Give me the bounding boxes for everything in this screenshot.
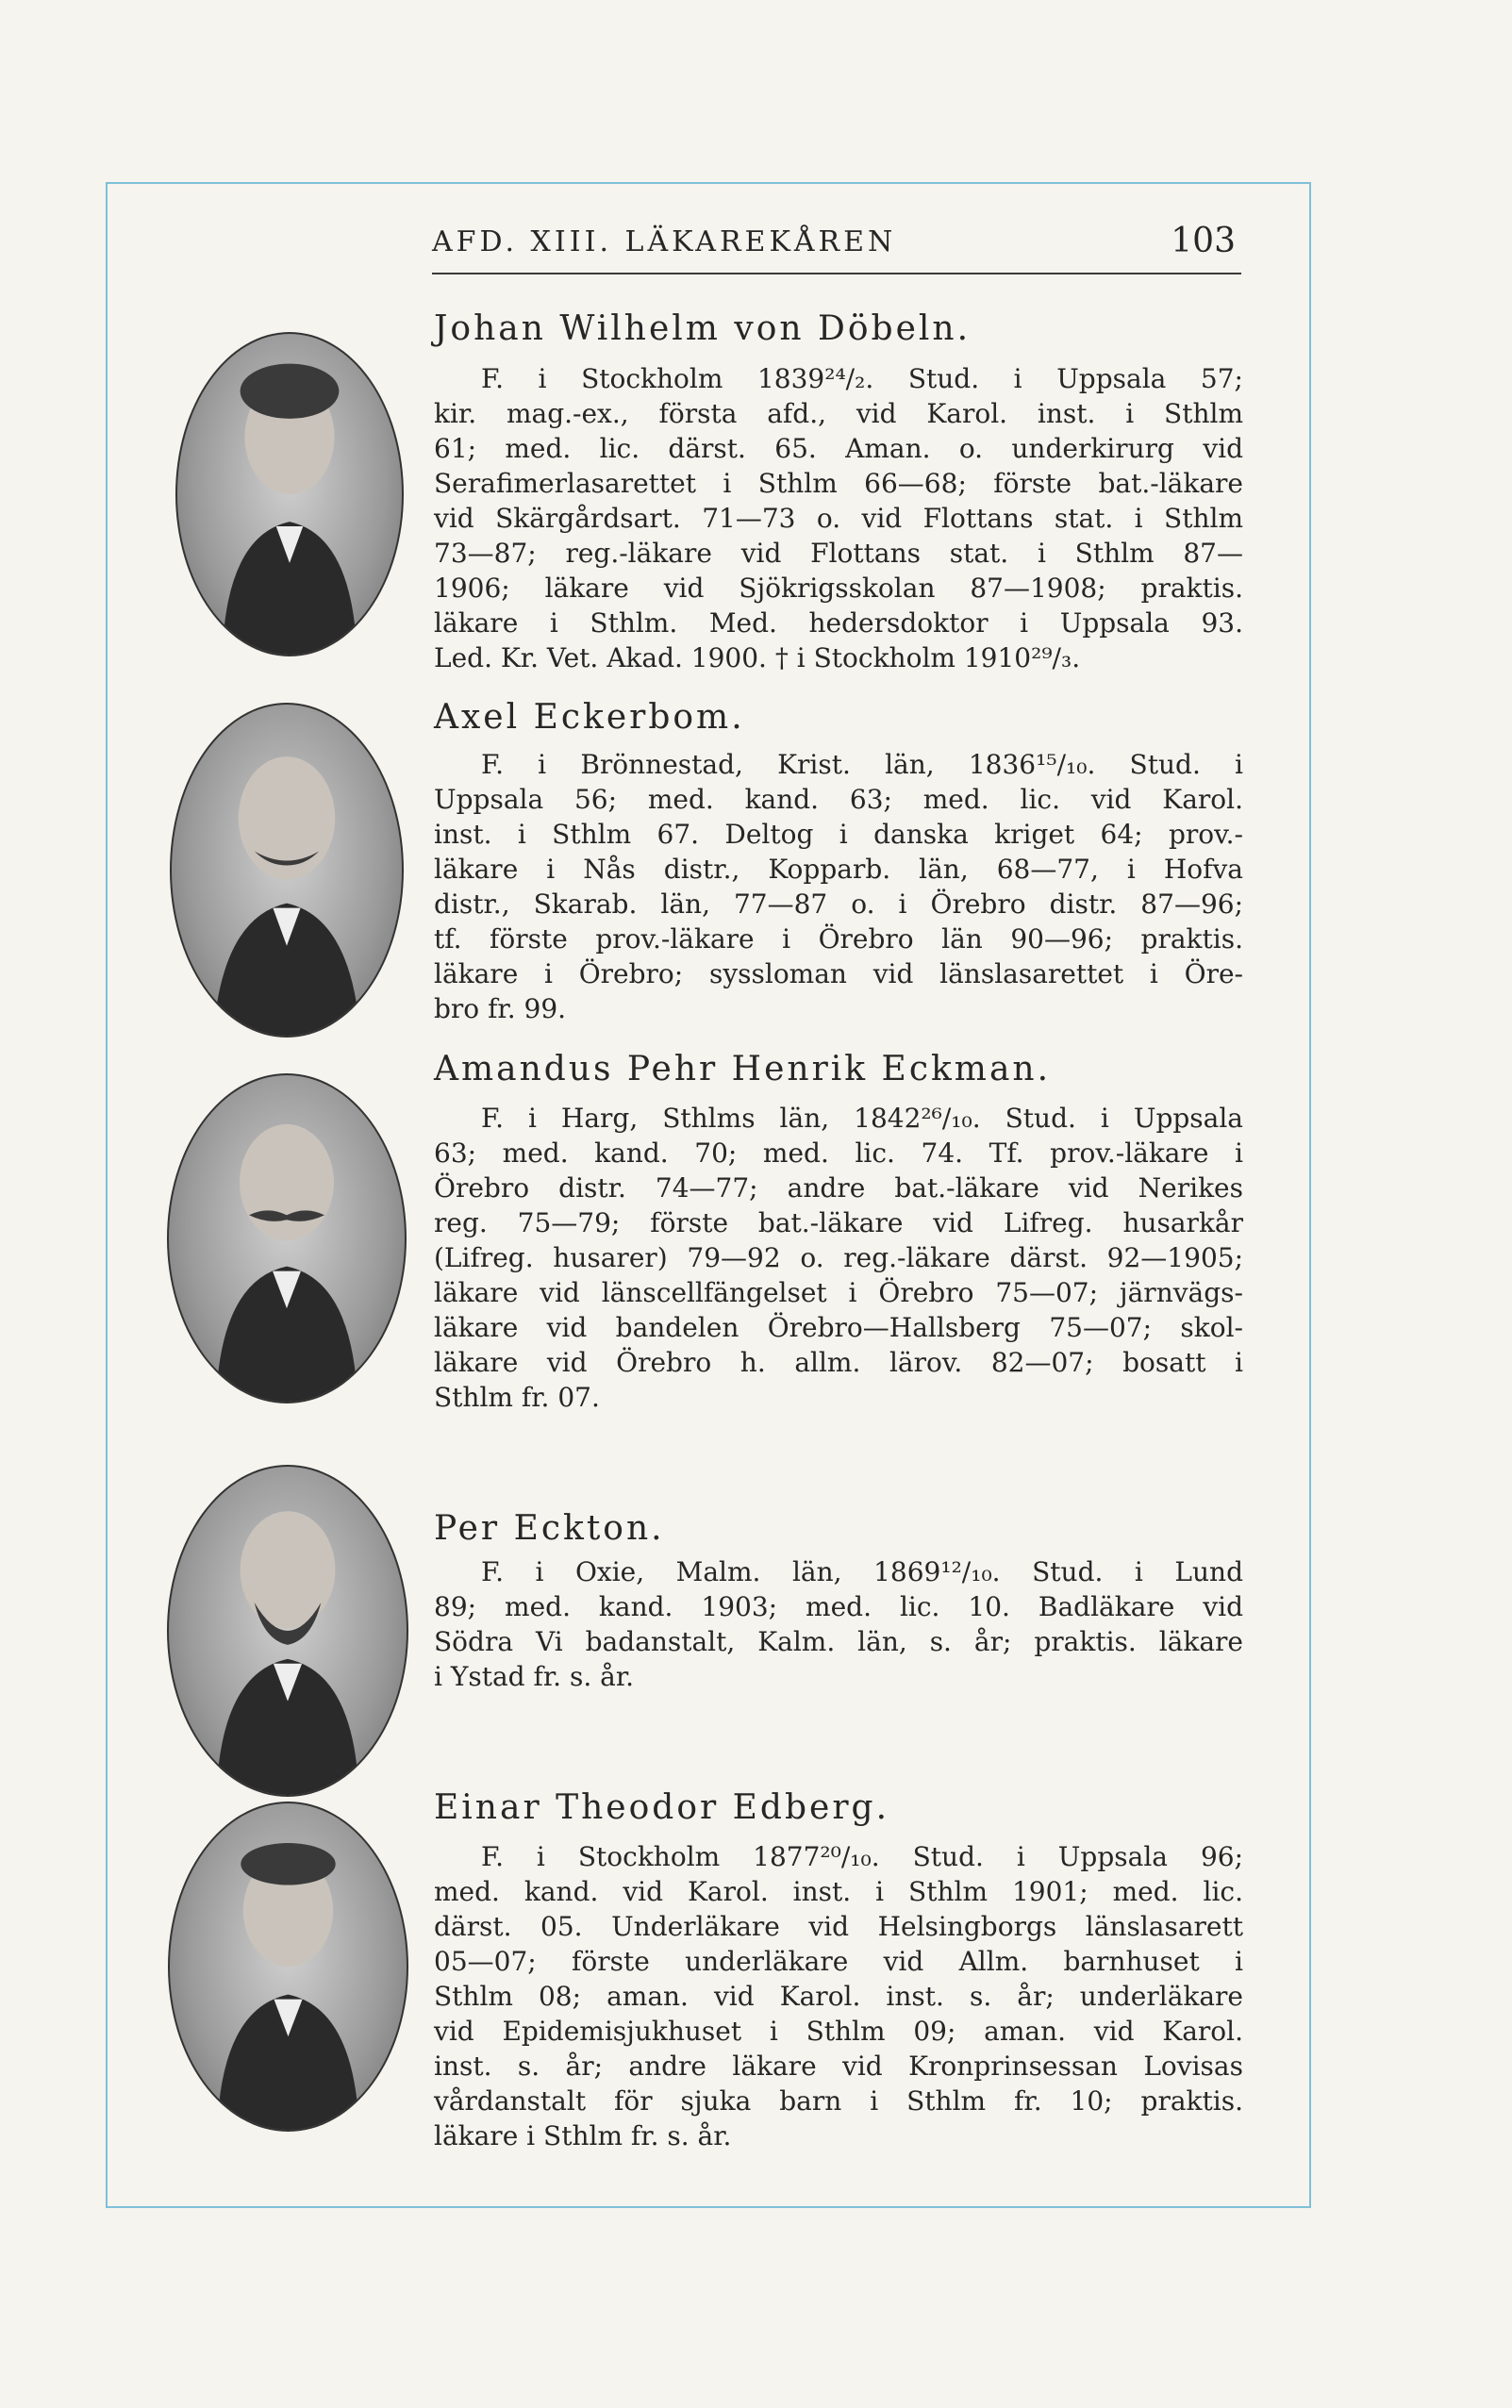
entry-biography: F. i Stockholm 1839²⁴/₂. Stud. i Uppsala 57; kir. mag.-ex., första afd., vid Karol. inst. i Sthlm 61; med. lic. därst. 65. Aman. o. underkirurg vid Serafimerlasarettet i Sthlm 66—68; förste bat.-läkare vid Skärgårdsart. 71—73 o. vid Flottans stat. i Sthlm 73—87; reg.-läkare vid Flottans stat. i Sthlm 87— 1906; läkare vid Sjökrigsskolan 87—1908; praktis. läkare i Sthlm. Med. hedersdoktor i Uppsala 93. Led. Kr. Vet. Akad. 1900. † i Stockholm 1910²⁹/₃. [434,363,1243,673]
entry-biography: F. i Oxie, Malm. län, 1869¹²/₁₀. Stud. i Lund 89; med. kand. 1903; med. lic. 10. Badläkare vid Södra Vi badanstalt, Kalm. län, s. år; praktis. läkare i Ystad fr. s. år. [434,1556,1243,1692]
portrait-photo [168,1802,408,2132]
entry-name: Per Eckton. [434,1509,665,1548]
entry-name: Johan Wilhelm von Döbeln. [434,309,972,348]
entry-name: Einar Theodor Edberg. [434,1788,890,1827]
running-header [432,220,1241,274]
entry-biography: F. i Brönnestad, Krist. län, 1836¹⁵/₁₀. Stud. i Uppsala 56; med. kand. 63; med. lic. vid Karol. inst. i Sthlm 67. Deltog i danska kriget 64; prov.- läkare i Nås distr., Kopparb. län, 68—77, i Hofva distr., Skarab. län, 77—87 o. i Örebro distr. 87—96; tf. förste prov.-läkare i Örebro län 90—96; praktis. läkare i Örebro; syssloman vid länslasarettet i Öre- bro fr. 99. [434,749,1243,1024]
entry-name: Axel Eckerbom. [434,698,745,737]
portrait-photo [167,1073,407,1403]
entry-biography: F. i Stockholm 1877²⁰/₁₀. Stud. i Uppsala 96; med. kand. vid Karol. inst. i Sthlm 1901; med. lic. därst. 05. Underläkare vid Helsingborgs länslasarett 05—07; förste underläkare vid Allm. barnhuset i Sthlm 08; aman. vid Karol. inst. s. år; underläkare vid Epidemisjukhuset i Sthlm 09; aman. vid Karol. inst. s. år; andre läkare vid Kronprinsessan Lovisas vårdanstalt för sjuka barn i Sthlm fr. 10; praktis. läkare i Sthlm fr. s. år. [434,1841,1243,2151]
section-title: AFD. XIII. LÄKAREKÅREN [432,225,897,258]
portrait-photo [170,703,404,1038]
entry-name: Amandus Pehr Henrik Eckman. [434,1050,1052,1088]
portrait-photo [167,1465,408,1797]
entry-biography: F. i Harg, Sthlms län, 1842²⁶/₁₀. Stud. i Uppsala 63; med. kand. 70; med. lic. 74. Tf. prov.-läkare i Örebro distr. 74—77; andre bat.-läkare vid Nerikes reg. 75—79; förste bat.-läkare vid Lifreg. husarkår (Lifreg. husarer) 79—92 o. reg.-läkare därst. 92—1905; läkare vid länscellfängelset i Örebro 75—07; järnvägs- läkare vid bandelen Örebro—Hallsberg 75—07; skol- läkare vid Örebro h. allm. lärov. 82—07; bosatt i Sthlm fr. 07. [434,1103,1243,1413]
page-number: 103 [1171,222,1236,260]
portrait-photo [175,332,404,656]
